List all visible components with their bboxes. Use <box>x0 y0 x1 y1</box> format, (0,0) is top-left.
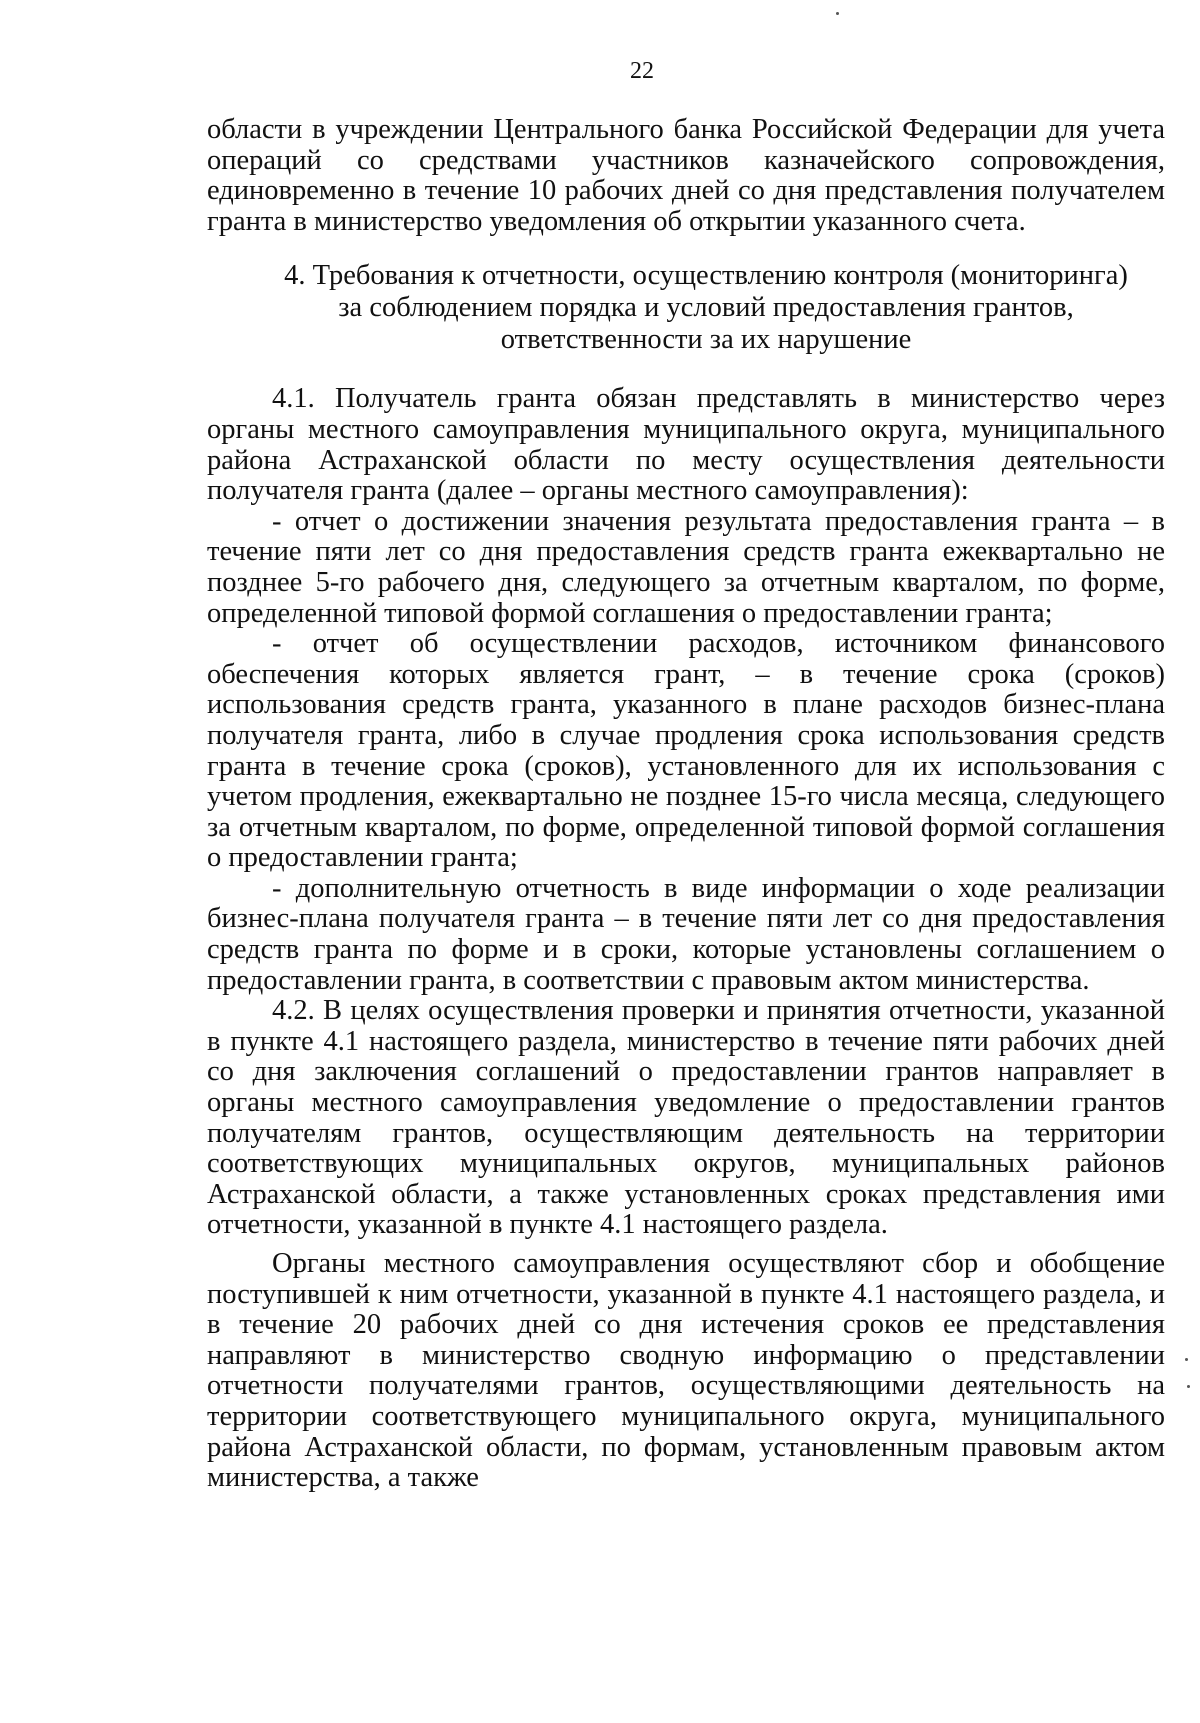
bullet-item-report-expenses: - отчет об осуществлении расходов, источником финансового обеспечения которых является грант, – в течение срока (сроков) использования средств гранта, указанного в плане расходов бизнес-плана получателя гранта, либо в случае продления срока использования средств гранта в течение срока (сроков), установленного для их использования с учетом продления, ежеквартально не позднее 15-го числа месяца, следующего за отчетным кварталом, по форме, определенной типовой формой соглашения о предоставлении гранта; <box>207 628 1165 874</box>
closing-paragraph: Органы местного самоуправления осуществляют сбор и обобщение поступившей к ним отчетности, указанной в пункте 4.1 настоящего раздела, и в течение 20 рабочих дней со дня истечения сроков ее представления направляют в министерство сводную информацию о представлении отчетности получателями грантов, осуществляющими деятельность на территории соответствующего муниципального округа, муниципального района Астраханской области, по формам, установленным правовым актом министерства, а также <box>207 1248 1165 1494</box>
scan-speck <box>1185 1358 1188 1361</box>
clause-4-2: 4.2. В целях осуществления проверки и принятия отчетности, указанной в пункте 4.1 настоящего раздела, министерство в течение пяти рабочих дней со дня заключения соглашений о предоставлении грантов направляет в органы местного самоуправления уведомление о предоставлении грантов получателям грантов, осуществляющим деятельность на территории соответствующих муниципальных округов, муниципальных районов Астраханской области, а также установленных сроках представления ими отчетности, указанной в пункте 4.1 настоящего раздела. <box>207 995 1165 1241</box>
scan-speck <box>836 12 839 15</box>
clause-4-1: 4.1. Получатель гранта обязан представлять в министерство через органы местного самоуправления муниципального округа, муниципального района Астраханской области по месту осуществления деятельности получателя гранта (далее – органы местного самоуправления): <box>207 383 1165 507</box>
document-body <box>207 115 1165 1494</box>
section-heading-line-3: ответственности за их нарушение <box>500 324 912 356</box>
section-heading <box>207 260 1165 356</box>
bullet-item-report-result: - отчет о достижении значения результата предоставления гранта – в течение пяти лет со дня предоставления средств гранта ежеквартально не позднее 5-го рабочего дня, следующего за отчетным кварталом, по форме, определенной типовой формой соглашения о предоставлении гранта; <box>207 505 1165 629</box>
bullet-item-additional-reporting: - дополнительную отчетность в виде информации о ходе реализации бизнес-плана получателя гранта – в течение пяти лет со дня предоставления средств гранта по форме и в сроки, которые установлены соглашением о предоставлении гранта, в соответствии с правовым актом министерства. <box>207 872 1165 996</box>
section-heading-line-2: за соблюдением порядка и условий предоставления грантов, <box>338 292 1074 324</box>
intro-paragraph: области в учреждении Центрального банка Российской Федерации для учета операций со средствами участников казначейского сопровождения, единовременно в течение 10 рабочих дней со дня представления получателем гранта в министерство уведомления об открытии указанного счета. <box>207 114 1165 237</box>
page-number: 22 <box>630 58 654 84</box>
section-heading-line-1: 4. Требования к отчетности, осуществлению контроля (мониторинга) <box>284 260 1128 292</box>
scan-speck <box>1187 1385 1190 1388</box>
